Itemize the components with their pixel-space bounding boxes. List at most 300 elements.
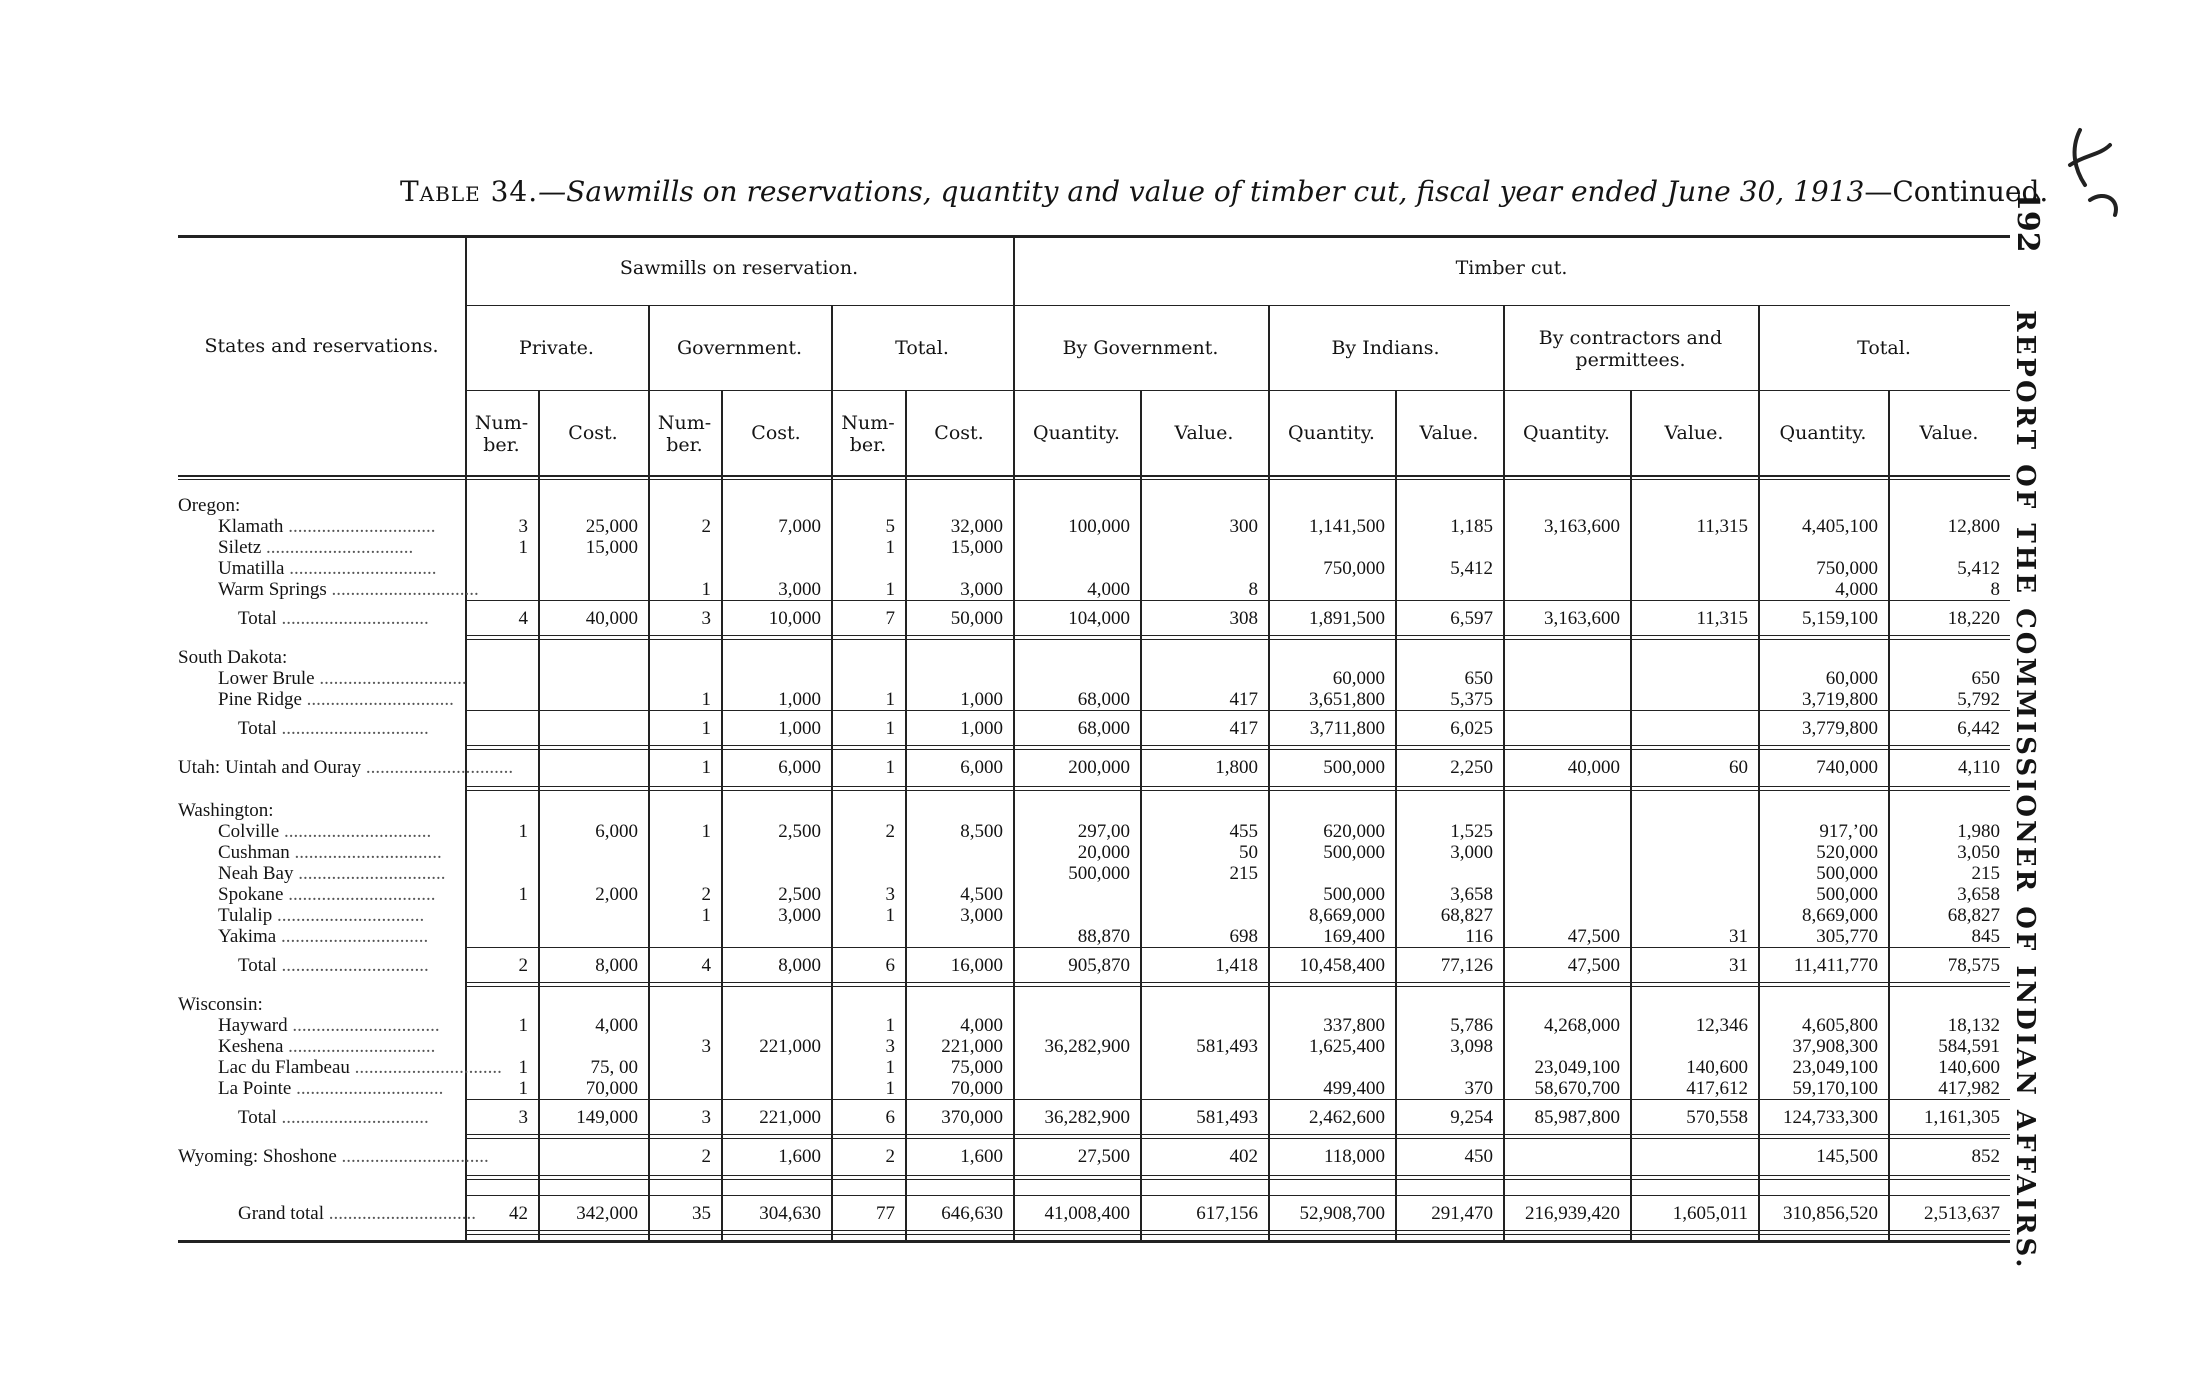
table-cell: 620,000 (1323, 821, 1385, 842)
table-cell: 3,163,600 (1544, 516, 1620, 537)
row-label (218, 884, 459, 905)
subtotal-rule (465, 1234, 2010, 1235)
header-by-contractors: By contractors and permittees. (1538, 327, 1723, 371)
table-cell: 50,000 (950, 608, 1003, 629)
table-cell: 47,500 (1567, 955, 1620, 976)
leader-dots: ............................... (314, 668, 467, 689)
table-cell: 6,442 (1957, 718, 2000, 739)
table-cell: 221,000 (941, 1036, 1003, 1057)
subtotal-rule (465, 635, 2010, 636)
table-cell: 3,719,800 (1802, 689, 1878, 710)
column-header-quantity: Quantity. (1779, 422, 1867, 444)
leader-dots: ............................... (301, 689, 454, 710)
table-cell: 77,126 (1440, 955, 1493, 976)
table-cell: 297,00 (1077, 821, 1130, 842)
row-label (178, 1146, 489, 1167)
table-cell: 291,470 (1431, 1203, 1493, 1224)
table-cell: 4,000 (595, 1015, 638, 1036)
row-label-text: Keshena (218, 1036, 284, 1057)
table-cell: 370,000 (941, 1107, 1003, 1128)
row-label (238, 955, 459, 976)
row-label-text: Warm Springs (218, 579, 327, 600)
table-cell: 60,000 (1825, 668, 1878, 689)
row-label-text: Klamath (218, 516, 284, 537)
row-label (218, 926, 459, 947)
table-cell: 118,000 (1323, 1146, 1385, 1167)
table-cell: 845 (1971, 926, 2000, 947)
section-rule (465, 1175, 2010, 1176)
table-cell: 8 (1990, 579, 2000, 600)
subtotal-rule (465, 639, 2010, 640)
table-cell: 1 (518, 1015, 528, 1036)
row-label-text: Pine Ridge (218, 689, 302, 710)
table-cell: 18,220 (1947, 608, 2000, 629)
sawmills-subhead-rule (465, 305, 1013, 306)
leader-dots: ............................... (276, 926, 429, 947)
subtotal-rule (465, 1134, 2010, 1135)
leader-dots: ............................... (283, 516, 436, 537)
header-timber: Timber cut. (1455, 257, 1568, 279)
table-cell: 4,000 (1087, 579, 1130, 600)
table-cell: 417,612 (1686, 1078, 1748, 1099)
table-cell: 4,000 (1835, 579, 1878, 600)
table-cell: 78,575 (1947, 955, 2000, 976)
row-label (218, 1036, 459, 1057)
page-number: 192 (2010, 190, 2045, 253)
table-cell: 1 (701, 718, 711, 739)
table-cell: 1,141,500 (1309, 516, 1385, 537)
table-cell: 4,405,100 (1802, 516, 1878, 537)
row-label-text: Lac du Flambeau (218, 1057, 350, 1078)
column-header-value: Value. (1664, 422, 1724, 444)
row-label-text: Total (238, 955, 277, 976)
table-cell: 6 (885, 955, 895, 976)
table-cell: 1 (518, 821, 528, 842)
table-cell: 2,513,637 (1924, 1203, 2000, 1224)
table-cell: 35 (692, 1203, 711, 1224)
table-cell: 58,670,700 (1534, 1078, 1620, 1099)
table-cell: 402 (1229, 1146, 1258, 1167)
table-cell: 2 (701, 516, 711, 537)
table-cell: 500,000 (1816, 863, 1878, 884)
table-cell: 221,000 (759, 1107, 821, 1128)
table-cell: 75, 00 (590, 1057, 638, 1078)
row-label-text: Wisconsin: (178, 994, 263, 1015)
table-cell: 1,600 (960, 1146, 1003, 1167)
row-label-text: Wyoming: Shoshone (178, 1146, 337, 1167)
section-rule (465, 1179, 2010, 1180)
handwritten-mark (2050, 110, 2130, 230)
header-timber-total: Total. (1857, 337, 1911, 359)
column-header-value: Value. (1174, 422, 1234, 444)
table-cell: 100,000 (1068, 516, 1130, 537)
table-cell: 2,000 (595, 884, 638, 905)
table-cell: 8,000 (778, 955, 821, 976)
header-total: Total. (895, 337, 949, 359)
table-cell: 25,000 (585, 516, 638, 537)
table-cell: 11,411,770 (1793, 955, 1878, 976)
subtotal-rule (465, 710, 2010, 711)
table-cell: 3,098 (1450, 1036, 1493, 1057)
table-cell: 20,000 (1077, 842, 1130, 863)
table-cell: 905,870 (1068, 955, 1130, 976)
row-label-text: Spokane (218, 884, 284, 905)
table-cell: 2 (885, 1146, 895, 1167)
table-cell: 12,800 (1947, 516, 2000, 537)
table-cell: 1 (701, 821, 711, 842)
header-government: Government. (676, 337, 803, 359)
table-cell: 36,282,900 (1044, 1036, 1130, 1057)
table-cell: 1 (518, 537, 528, 558)
table-cell: 169,400 (1323, 926, 1385, 947)
row-label (218, 842, 459, 863)
table-top-rule (178, 235, 2010, 238)
table-cell: 5,786 (1450, 1015, 1493, 1036)
table-cell: 50 (1239, 842, 1258, 863)
subtotal-rule (465, 600, 2010, 601)
table-cell: 2 (701, 884, 711, 905)
table-cell: 5,375 (1450, 689, 1493, 710)
table-cell: 500,000 (1068, 863, 1130, 884)
table-cell: 581,493 (1196, 1107, 1258, 1128)
table-cell: 3,711,800 (1309, 718, 1385, 739)
row-label-text: Siletz (218, 537, 262, 558)
table-cell: 10,458,400 (1299, 955, 1385, 976)
table-cell: 2,500 (778, 884, 821, 905)
table-cell: 455 (1229, 821, 1258, 842)
table-cell: 85,987,800 (1534, 1107, 1620, 1128)
row-label-text: Washington: (178, 800, 274, 821)
table-cell: 6,000 (778, 757, 821, 778)
table-cell: 88,870 (1077, 926, 1130, 947)
leader-dots: ............................... (272, 905, 425, 926)
table-cell: 3,000 (778, 905, 821, 926)
header-by-indians: By Indians. (1331, 337, 1440, 359)
table-cell: 149,000 (576, 1107, 638, 1128)
row-label (218, 668, 467, 689)
table-cell: 27,500 (1077, 1146, 1130, 1167)
leader-dots: ............................... (283, 884, 436, 905)
table-cell: 31 (1729, 926, 1748, 947)
row-label (178, 994, 459, 1015)
table-cell: 23,049,100 (1534, 1057, 1620, 1078)
table-cell: 1 (701, 689, 711, 710)
table-cell: 3 (701, 1036, 711, 1057)
table-cell: 417 (1229, 718, 1258, 739)
table-cell: 650 (1464, 668, 1493, 689)
leader-dots: ............................... (276, 1107, 429, 1128)
running-head-text: REPORT OF THE COMMISSIONER OF INDIAN AFFAIRS. (2010, 310, 2040, 1271)
leader-dots: ............................... (276, 718, 429, 739)
table-cell: 5 (885, 516, 895, 537)
table-cell: 3,000 (778, 579, 821, 600)
column-header-quantity: Quantity. (1523, 422, 1610, 444)
table-cell: 3,163,600 (1544, 608, 1620, 629)
table-cell: 59,170,100 (1792, 1078, 1878, 1099)
table-cell: 6,000 (595, 821, 638, 842)
table-cell: 3,050 (1957, 842, 2000, 863)
table-cell: 5,792 (1957, 689, 2000, 710)
table-bottom-rule (178, 1240, 2010, 1243)
table-cell: 4,605,800 (1802, 1015, 1878, 1036)
row-label (218, 558, 459, 579)
column-header-number: Num- ber. (657, 412, 712, 456)
table-cell: 1,185 (1450, 516, 1493, 537)
table-cell: 1 (518, 1078, 528, 1099)
table-cell: 52,908,700 (1299, 1203, 1385, 1224)
table-cell: 750,000 (1816, 558, 1878, 579)
table-cell: 31 (1729, 955, 1748, 976)
row-label (178, 647, 459, 668)
table-cell: 3 (885, 884, 895, 905)
table-cell: 8 (1248, 579, 1258, 600)
leader-dots: ............................... (276, 955, 429, 976)
table-cell: 215 (1971, 863, 2000, 884)
table-cell: 1 (701, 905, 711, 926)
table-cell: 500,000 (1323, 884, 1385, 905)
table-cell: 417,982 (1938, 1078, 2000, 1099)
row-label (178, 757, 514, 778)
table-cell: 215 (1229, 863, 1258, 884)
table-cell: 12,346 (1695, 1015, 1748, 1036)
leader-dots: ............................... (279, 821, 432, 842)
table-cell: 8,669,000 (1802, 905, 1878, 926)
table-cell: 4,000 (960, 1015, 1003, 1036)
table-cell: 750,000 (1323, 558, 1385, 579)
table-cell: 47,500 (1567, 926, 1620, 947)
table-cell: 1 (885, 1015, 895, 1036)
table-cell: 60 (1729, 757, 1748, 778)
row-label (238, 718, 459, 739)
table-cell: 3,651,800 (1309, 689, 1385, 710)
table-caption: —Sawmills on reservations, quantity and value of timber cut, fiscal year ended June 30, 1913 (538, 175, 1865, 208)
table-cell: 1 (518, 1057, 528, 1078)
table-cell: 42 (509, 1203, 528, 1224)
table-cell: 1,525 (1450, 821, 1493, 842)
column-header-value: Value. (1419, 422, 1479, 444)
table-cell: 450 (1464, 1146, 1493, 1167)
table-cell: 3,000 (960, 905, 1003, 926)
table-cell: 36,282,900 (1044, 1107, 1130, 1128)
row-label (218, 1078, 459, 1099)
running-header (2010, 190, 2070, 1271)
row-label-text: Umatilla (218, 558, 285, 579)
table-cell: 300 (1229, 516, 1258, 537)
table-cell: 4,110 (1957, 757, 2000, 778)
table-cell: 1,418 (1215, 955, 1258, 976)
table-cell: 3,658 (1450, 884, 1493, 905)
table-cell: 216,939,420 (1525, 1203, 1620, 1224)
table-cell: 60,000 (1332, 668, 1385, 689)
table-cell: 499,400 (1323, 1078, 1385, 1099)
table-cell: 1 (701, 579, 711, 600)
table-cell: 917,’00 (1819, 821, 1878, 842)
subtotal-rule (465, 1195, 2010, 1196)
row-label-text: Total (238, 718, 277, 739)
column-head-rule (465, 390, 2010, 391)
leader-dots: ............................... (283, 1036, 436, 1057)
table-cell: 2 (518, 955, 528, 976)
row-label (218, 537, 459, 558)
header-sawmills: Sawmills on reservation. (619, 257, 859, 279)
table-cell: 2 (701, 1146, 711, 1167)
leader-dots: ............................... (361, 757, 514, 778)
subtotal-rule (465, 749, 2010, 750)
table-cell: 18,132 (1947, 1015, 2000, 1036)
table-cell: 8,000 (595, 955, 638, 976)
table-cell: 698 (1229, 926, 1258, 947)
header-states: States and reservations. (204, 335, 439, 357)
table-cell: 1,625,400 (1309, 1036, 1385, 1057)
table-cell: 3 (701, 1107, 711, 1128)
table-cell: 68,827 (1947, 905, 2000, 926)
table-cell: 145,500 (1816, 1146, 1878, 1167)
subtotal-rule (465, 982, 2010, 983)
table-cell: 3,000 (1450, 842, 1493, 863)
table-cell: 304,630 (759, 1203, 821, 1224)
table-cell: 1,000 (960, 718, 1003, 739)
table-cell: 75,000 (950, 1057, 1003, 1078)
table-cell: 6 (885, 1107, 895, 1128)
table-cell: 1,000 (778, 689, 821, 710)
table-cell: 500,000 (1816, 884, 1878, 905)
column-header-cost: Cost. (934, 422, 984, 444)
row-label (218, 863, 459, 884)
table-cell: 124,733,300 (1783, 1107, 1878, 1128)
table-cell: 6,000 (960, 757, 1003, 778)
row-label (178, 495, 459, 516)
table-cell: 8,669,000 (1309, 905, 1385, 926)
table-cell: 1,980 (1957, 821, 2000, 842)
table-cell: 8,500 (960, 821, 1003, 842)
header-by-government: By Government. (1062, 337, 1219, 359)
table-cell: 15,000 (950, 537, 1003, 558)
table-cell: 68,000 (1077, 718, 1130, 739)
table-cell: 1,600 (778, 1146, 821, 1167)
subtotal-rule (465, 986, 2010, 987)
table-cell: 3 (518, 1107, 528, 1128)
table-cell: 4,268,000 (1544, 1015, 1620, 1036)
subtotal-rule (465, 1230, 2010, 1231)
table-cell: 1,000 (778, 718, 821, 739)
table-cell: 1 (885, 579, 895, 600)
table-cell: 650 (1971, 668, 2000, 689)
table-cell: 1 (701, 757, 711, 778)
leader-dots: ............................... (289, 842, 442, 863)
table-cell: 3,000 (960, 579, 1003, 600)
table-cell: 40,000 (585, 608, 638, 629)
leader-dots: ............................... (349, 1057, 502, 1078)
table-cell: 11,315 (1696, 516, 1748, 537)
column-header-quantity: Quantity. (1033, 422, 1120, 444)
subtotal-rule (465, 745, 2010, 746)
table-cell: 32,000 (950, 516, 1003, 537)
column-header-cost: Cost. (751, 422, 801, 444)
table-cell: 6,025 (1450, 718, 1493, 739)
table-cell: 310,856,520 (1783, 1203, 1878, 1224)
table-title (400, 175, 2049, 208)
table-cell: 1,605,011 (1672, 1203, 1748, 1224)
column-header-quantity: Quantity. (1288, 422, 1375, 444)
table-cell: 11,315 (1696, 608, 1748, 629)
table-cell: 308 (1229, 608, 1258, 629)
column-header-value: Value. (1919, 422, 1979, 444)
header-bottom-rule-2 (178, 479, 2010, 480)
table-caption-suffix: —Continued. (1864, 175, 2049, 208)
table-cell: 2,250 (1450, 757, 1493, 778)
table-cell: 5,159,100 (1802, 608, 1878, 629)
column-header-cost: Cost. (568, 422, 618, 444)
leader-dots: ............................... (324, 1203, 477, 1224)
row-label (178, 800, 459, 821)
table-cell: 852 (1971, 1146, 2000, 1167)
row-label-text: Cushman (218, 842, 290, 863)
row-label (238, 1203, 477, 1224)
table-cell: 617,156 (1196, 1203, 1258, 1224)
row-label-text: Grand total (238, 1203, 325, 1224)
leader-dots: ............................... (336, 1146, 489, 1167)
leader-dots: ............................... (291, 1078, 444, 1099)
row-label (218, 516, 459, 537)
row-label-text: Yakima (218, 926, 277, 947)
table-cell: 200,000 (1068, 757, 1130, 778)
table-cell: 16,000 (950, 955, 1003, 976)
table-cell: 6,597 (1450, 608, 1493, 629)
table-cell: 581,493 (1196, 1036, 1258, 1057)
table-cell: 37,908,300 (1792, 1036, 1878, 1057)
row-label (238, 608, 459, 629)
table-cell: 9,254 (1450, 1107, 1493, 1128)
column-header-number: Num- ber. (841, 412, 895, 456)
table-cell: 68,827 (1440, 905, 1493, 926)
table-cell: 1 (885, 718, 895, 739)
table-cell: 342,000 (576, 1203, 638, 1224)
table-cell: 417 (1229, 689, 1258, 710)
table-cell: 221,000 (759, 1036, 821, 1057)
row-label-text: La Pointe (218, 1078, 292, 1099)
table-cell: 68,000 (1077, 689, 1130, 710)
row-label-text: Utah: Uintah and Ouray (178, 757, 362, 778)
leader-dots: ............................... (293, 863, 446, 884)
table-cell: 23,049,100 (1792, 1057, 1878, 1078)
table-cell: 1 (885, 1057, 895, 1078)
table-cell: 370 (1464, 1078, 1493, 1099)
table-cell: 7,000 (778, 516, 821, 537)
row-label (218, 905, 459, 926)
table-cell: 740,000 (1816, 757, 1878, 778)
table-cell: 1 (885, 905, 895, 926)
table-cell: 4,500 (960, 884, 1003, 905)
table-cell: 500,000 (1323, 757, 1385, 778)
table-cell: 520,000 (1816, 842, 1878, 863)
table-cell: 1,891,500 (1309, 608, 1385, 629)
row-label-text: Total (238, 608, 277, 629)
table-cell: 584,591 (1938, 1036, 2000, 1057)
table-cell: 41,008,400 (1044, 1203, 1130, 1224)
table-cell: 1 (885, 757, 895, 778)
table-cell: 140,600 (1938, 1057, 2000, 1078)
table-cell: 1,000 (960, 689, 1003, 710)
table-cell: 1,800 (1215, 757, 1258, 778)
table-cell: 3 (701, 608, 711, 629)
row-label (218, 689, 459, 710)
table-cell: 4 (518, 608, 528, 629)
header-private: Private. (519, 337, 594, 359)
table-cell: 116 (1465, 926, 1493, 947)
table-cell: 570,558 (1686, 1107, 1748, 1128)
row-label-text: South Dakota: (178, 647, 288, 668)
subtotal-rule (465, 1138, 2010, 1139)
